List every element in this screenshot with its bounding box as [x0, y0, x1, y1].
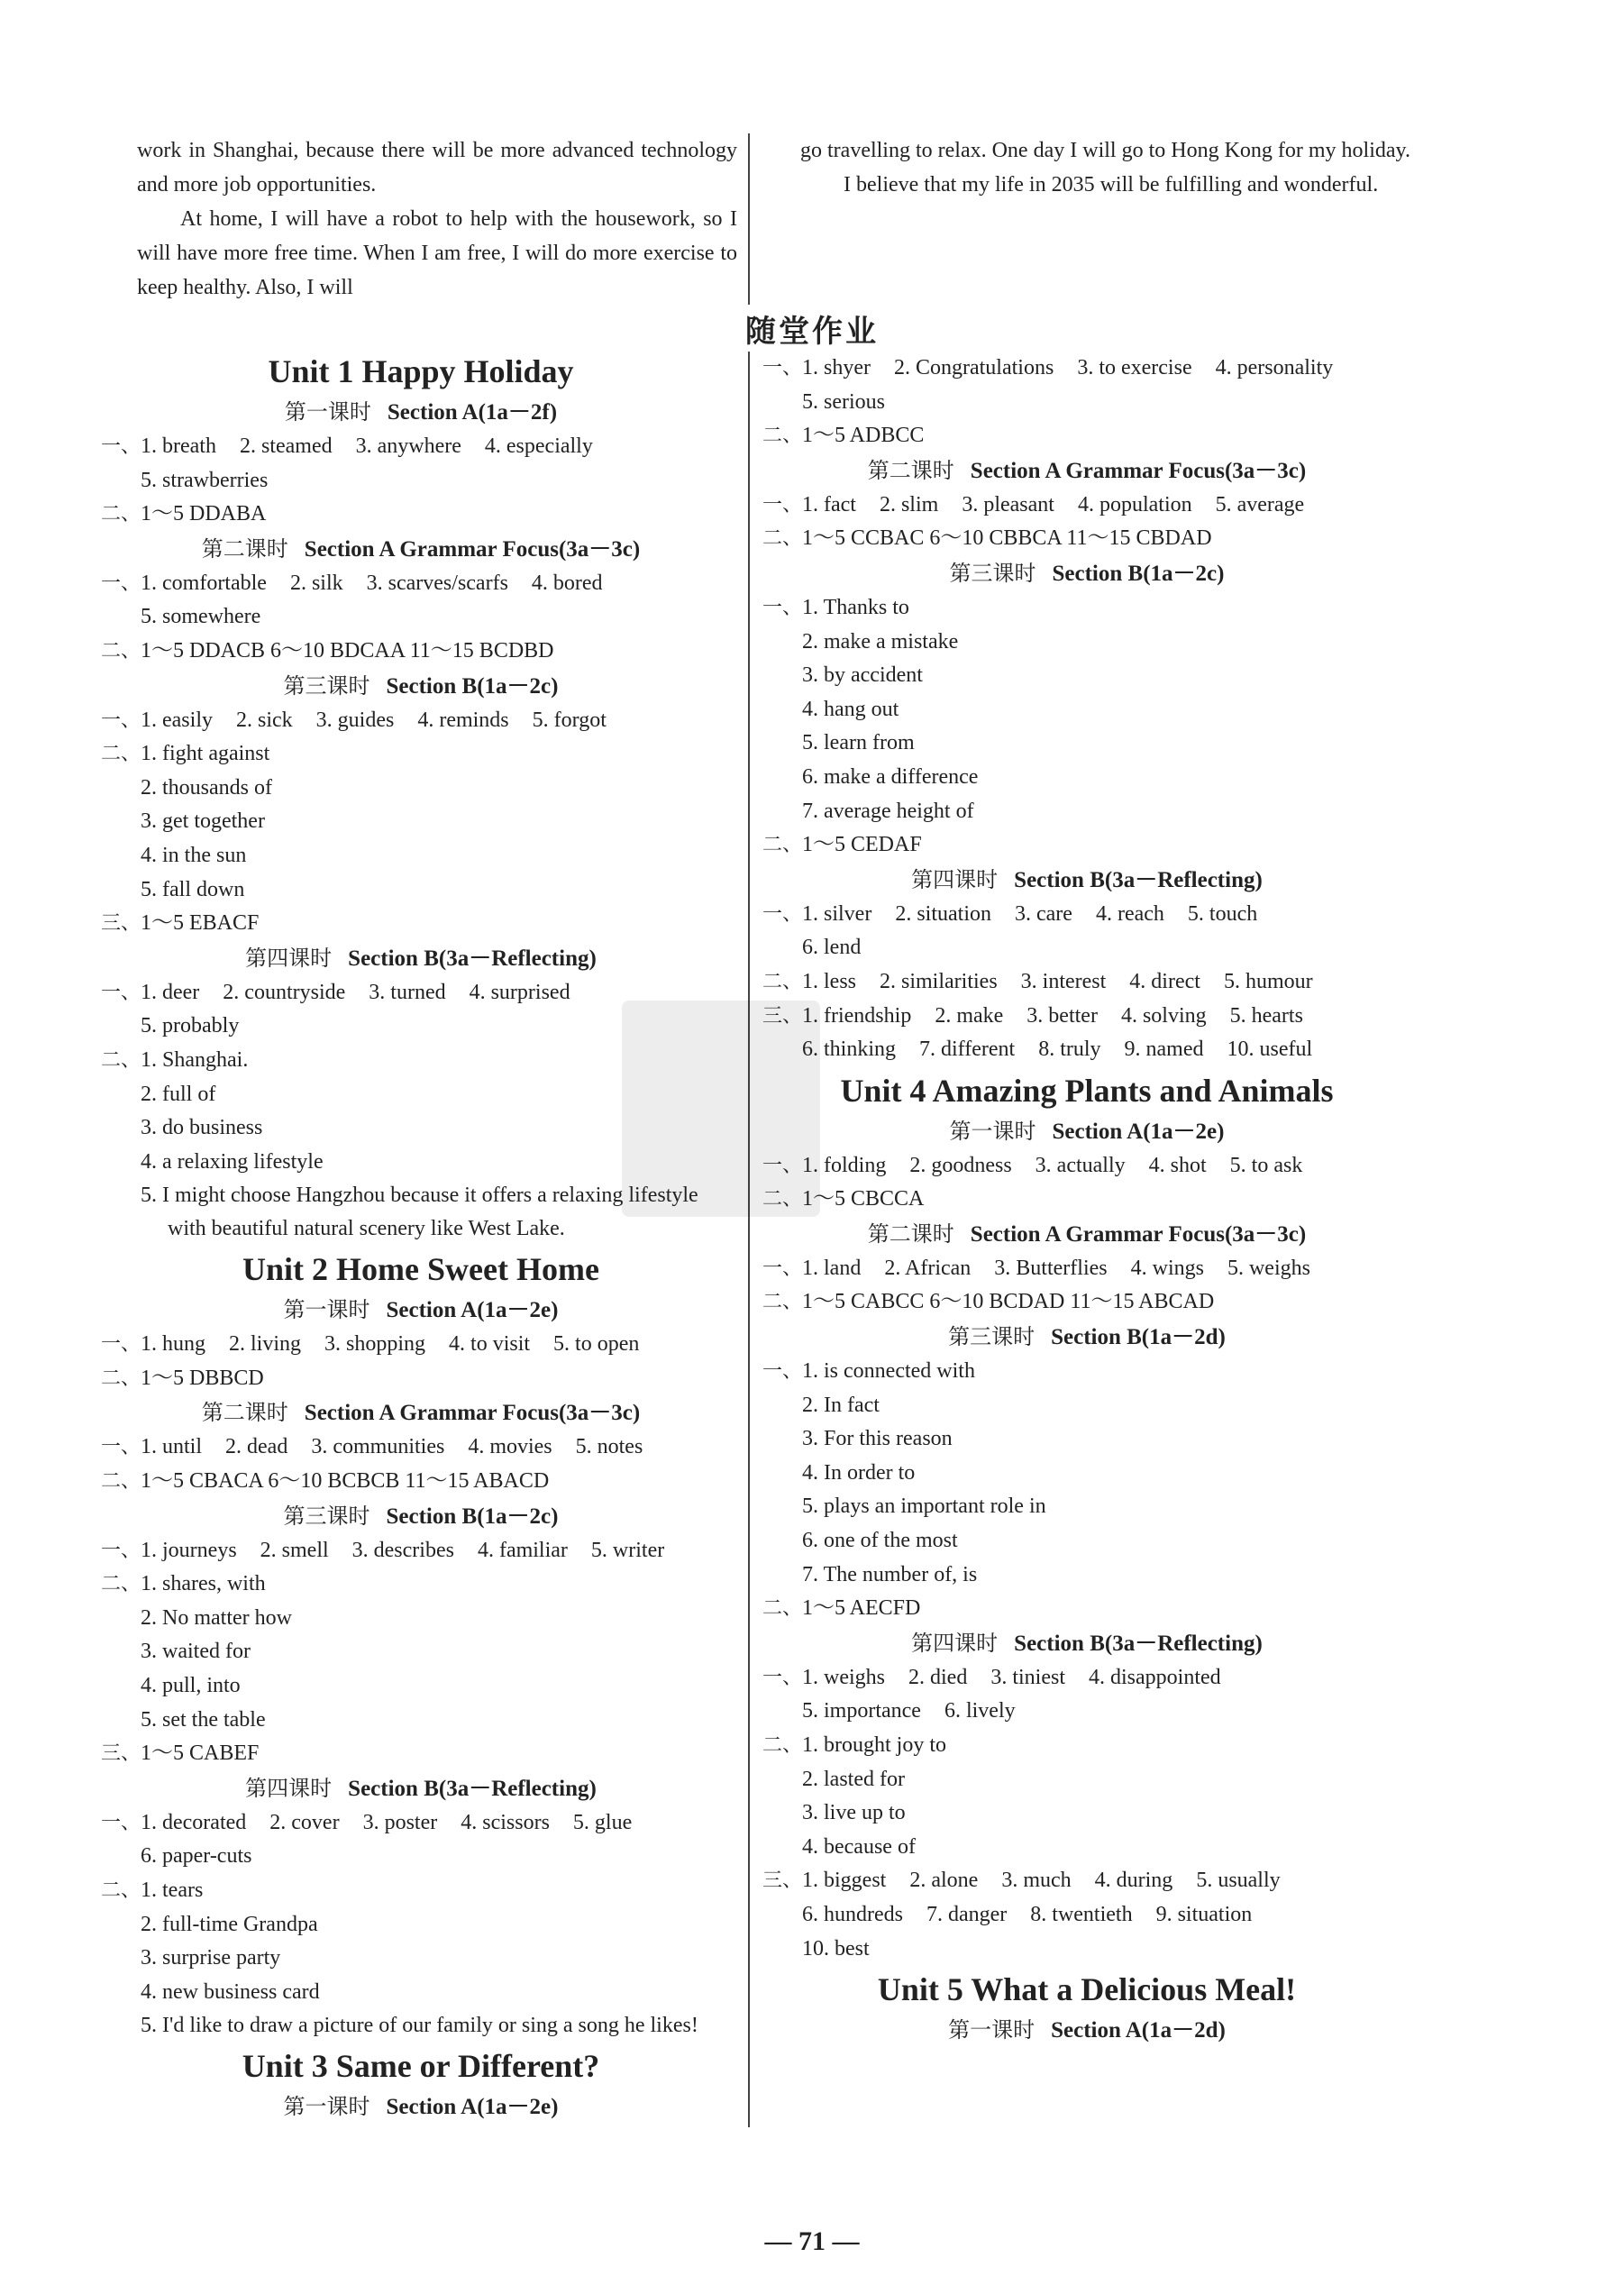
unit4-l3-part1-item7: 7. The number of, is: [802, 1562, 978, 1586]
unit3-l3-part1-item7: 7. average height of: [802, 799, 974, 823]
unit1-l1-part1-cont: 5. strawberries: [141, 468, 269, 492]
unit2-lesson2-heading: 第二课时 Section A Grammar Focus(3a－3c): [201, 1400, 641, 1426]
unit3-title: Unit 3 Same or Different?: [242, 2048, 600, 2085]
right-column: [762, 352, 1411, 2048]
unit1-l1-part2: 二、1～5 DDABA: [101, 502, 267, 526]
unit4-lesson3-heading: 第三课时 Section B(1a－2d): [948, 1324, 1226, 1350]
unit3-l4-part3: 三、1. friendship 2. make 3. better 4. solving 5. hearts: [762, 1003, 1303, 1028]
unit3-l2-part2: 二、1～5 CCBAC 6～10 CBBCA 11～15 CBDAD: [762, 526, 1212, 551]
unit3-l4-part1-cont: 6. lend: [802, 936, 862, 960]
unit1-l4-part2-item5: 5. I might choose Hangzhou because it offers a relaxing lifestyle with beautiful natural scenery like West Lake.: [141, 1184, 698, 1241]
column-divider-top: [748, 133, 750, 305]
unit1-l2-part1: 一、1. comfortable 2. silk 3. scarves/scarfs 4. bored: [101, 571, 603, 595]
unit4-l3-part1-item2: 2. In fact: [802, 1393, 880, 1417]
unit4-l3-part1-item5: 5. plays an important role in: [802, 1494, 1046, 1519]
page-number: — 71 —: [764, 2226, 860, 2256]
unit1-l4-part1-cont: 5. probably: [141, 1014, 240, 1038]
unit1-l2-part1-cont: 5. somewhere: [141, 605, 261, 629]
unit5-title: Unit 5 What a Delicious Meal!: [877, 1971, 1297, 2008]
unit1-l4-part1: 一、1. deer 2. countryside 3. turned 4. surprised: [101, 980, 570, 1004]
unit1-l4-part2-item4: 4. a relaxing lifestyle: [141, 1149, 324, 1174]
unit2-l3-part2-item2: 2. No matter how: [141, 1605, 292, 1630]
unit1-l3-part2-item2: 2. thousands of: [141, 775, 272, 800]
unit2-l4-part1: 一、1. decorated 2. cover 3. poster 4. scissors 5. glue: [101, 1810, 633, 1834]
unit4-l4-part2: 二、1. brought joy to: [762, 1733, 946, 1757]
intro-left: [137, 133, 737, 305]
unit1-l3-part2-item4: 4. in the sun: [141, 843, 247, 867]
unit4-l4-part3-cont: 6. hundreds 7. danger 8. twentieth 9. situation: [802, 1902, 1253, 1926]
intro-left-para-2: At home, I will have a robot to help with the housework, so I will have more free time. When I am free, I will do more exercise to keep healthy. Also, I will: [137, 207, 737, 299]
unit1-l4-part2: 二、1. Shanghai.: [101, 1047, 249, 1072]
unit2-l3-part3: 三、1～5 CABEF: [101, 1741, 260, 1766]
unit2-l2-part1: 一、1. until 2. dead 3. communities 4. movies 5. notes: [101, 1435, 643, 1459]
unit4-l3-part1: 一、1. is connected with: [762, 1359, 975, 1384]
unit2-l4-part1-cont: 6. paper-cuts: [141, 1844, 252, 1869]
unit3-l1-part1: 一、1. shyer 2. Congratulations 3. to exercise 4. personality: [762, 356, 1334, 379]
unit4-lesson4-heading: 第四课时 Section B(3a－Reflecting): [911, 1630, 1263, 1656]
unit1-l4-part2-item3: 3. do business: [141, 1116, 263, 1140]
unit2-l3-part2: 二、1. shares, with: [101, 1572, 266, 1596]
unit1-lesson4-heading: 第四课时 Section B(3a－Reflecting): [245, 945, 597, 971]
unit2-l3-part2-item3: 3. waited for: [141, 1640, 251, 1664]
unit4-l3-part2: 二、1～5 AECFD: [762, 1596, 921, 1621]
unit1-l3-part2-item5: 5. fall down: [141, 877, 245, 901]
unit3-lesson3-heading: 第三课时 Section B(1a－2c): [949, 560, 1225, 586]
unit4-l3-part1-item4: 4. In order to: [802, 1460, 916, 1485]
column-divider-main: [748, 352, 750, 2127]
unit4-l4-part1-cont: 5. importance 6. lively: [802, 1699, 1016, 1723]
unit4-l4-part3: 三、1. biggest 2. alone 3. much 4. during 5. usually: [762, 1869, 1281, 1893]
unit2-l2-part2: 二、1～5 CBACA 6～10 BCBCB 11～15 ABACD: [101, 1469, 550, 1494]
unit4-l4-part3-cont2: 10. best: [802, 1936, 870, 1961]
unit3-l4-part1: 一、1. silver 2. situation 3. care 4. reach 5. touch: [762, 901, 1258, 926]
unit2-lesson4-heading: 第四课时 Section B(3a－Reflecting): [245, 1775, 597, 1801]
unit3-l3-part1-item2: 2. make a mistake: [802, 629, 959, 654]
unit1-lesson3-heading: 第三课时 Section B(1a－2c): [283, 672, 559, 699]
unit2-l4-part2: 二、1. tears: [101, 1878, 204, 1902]
unit4-l2-part2: 二、1～5 CABCC 6～10 BCDAD 11～15 ABCAD: [762, 1290, 1215, 1314]
unit2-l4-part2-item4: 4. new business card: [141, 1979, 320, 2004]
unit5-lesson1-heading: 第一课时 Section A(1a－2d): [948, 2017, 1226, 2043]
unit2-lesson1-heading: 第一课时 Section A(1a－2e): [283, 1297, 559, 1323]
section-banner: 随堂作业: [745, 314, 879, 350]
unit2-l1-part1: 一、1. hung 2. living 3. shopping 4. to visit 5. to open: [101, 1332, 640, 1357]
unit3-l3-part2: 二、1～5 CEDAF: [762, 833, 922, 857]
unit3-l1-part1-cont: 5. serious: [802, 389, 885, 414]
unit2-l3-part2-item5: 5. set the table: [141, 1707, 266, 1732]
unit4-l3-part1-item3: 3. For this reason: [802, 1427, 953, 1451]
unit2-l4-part2-item3: 3. surprise party: [141, 1946, 281, 1970]
unit2-title: Unit 2 Home Sweet Home: [242, 1251, 599, 1288]
unit3-l3-part1-item4: 4. hang out: [802, 697, 899, 721]
unit3-l3-part1-item3: 3. by accident: [802, 663, 923, 688]
unit1-lesson2-heading: 第二课时 Section A Grammar Focus(3a－3c): [201, 535, 641, 562]
intro-right-para-2: I believe that my life in 2035 will be fulfilling and wonderful.: [844, 173, 1379, 197]
left-column: [101, 348, 741, 2125]
unit3-lesson4-heading: 第四课时 Section B(3a－Reflecting): [911, 866, 1263, 892]
unit1-l3-part2: 二、1. fight against: [101, 742, 270, 766]
unit4-l4-part2-item2: 2. lasted for: [802, 1767, 905, 1791]
unit1-l1-part1: 一、1. breath 2. steamed 3. anywhere 4. especially: [101, 434, 593, 458]
unit2-l3-part1: 一、1. journeys 2. smell 3. describes 4. familiar 5. writer: [101, 1538, 665, 1562]
unit3-l3-part1-item6: 6. make a difference: [802, 764, 979, 789]
unit4-lesson2-heading: 第二课时 Section A Grammar Focus(3a－3c): [867, 1220, 1307, 1247]
unit4-l2-part1: 一、1. land 2. African 3. Butterflies 4. wings 5. weighs: [762, 1256, 1310, 1280]
unit3-l3-part1-item5: 5. learn from: [802, 731, 915, 755]
unit3-l4-part3-cont: 6. thinking 7. different 8. truly 9. named 10. useful: [802, 1037, 1313, 1062]
unit4-l1-part2: 二、1～5 CBCCA: [762, 1187, 925, 1211]
unit2-l4-part2-item2: 2. full-time Grandpa: [141, 1912, 318, 1936]
unit4-l3-part1-item6: 6. one of the most: [802, 1529, 958, 1553]
unit4-title: Unit 4 Amazing Plants and Animals: [840, 1072, 1334, 1109]
unit1-l2-part2: 二、1～5 DDACB 6～10 BDCAA 11～15 BCDBD: [101, 638, 554, 663]
unit3-l3-part1: 一、1. Thanks to: [762, 595, 909, 619]
unit2-l3-part2-item4: 4. pull, into: [141, 1674, 241, 1698]
unit4-l4-part2-item3: 3. live up to: [802, 1801, 906, 1825]
unit4-l4-part1: 一、1. weighs 2. died 3. tiniest 4. disappointed: [762, 1665, 1221, 1689]
unit2-l4-part2-item5: 5. I'd like to draw a picture of our family or sing a song he likes!: [141, 2014, 698, 2038]
unit4-l1-part1: 一、1. folding 2. goodness 3. actually 4. shot 5. to ask: [762, 1153, 1303, 1177]
unit3-lesson1-heading: 第一课时 Section A(1a－2e): [283, 2094, 559, 2120]
unit1-l4-part2-item2: 2. full of: [141, 1082, 216, 1106]
intro-left-para-1: work in Shanghai, because there will be more advanced technology and more job opportunities.: [137, 139, 737, 197]
unit1-lesson1-heading: 第一课时 Section A(1a－2f): [284, 399, 558, 425]
unit3-lesson2-heading: 第二课时 Section A Grammar Focus(3a－3c): [867, 457, 1307, 483]
unit3-l4-part2: 二、1. less 2. similarities 3. interest 4. direct 5. humour: [762, 969, 1313, 993]
unit2-lesson3-heading: 第三课时 Section B(1a－2c): [283, 1503, 559, 1529]
unit1-title: Unit 1 Happy Holiday: [268, 353, 574, 389]
unit1-l3-part1: 一、1. easily 2. sick 3. guides 4. reminds 5. forgot: [101, 708, 607, 732]
unit4-l4-part2-item4: 4. because of: [802, 1834, 916, 1859]
unit3-l1-part2: 二、1～5 ADBCC: [762, 424, 925, 448]
intro-right-para-1: go travelling to relax. One day I will go to Hong Kong for my holiday.: [800, 139, 1410, 162]
unit1-l3-part3: 三、1～5 EBACF: [101, 911, 260, 936]
intro-right: [800, 133, 1413, 202]
unit1-l3-part2-item3: 3. get together: [141, 809, 265, 834]
unit2-l1-part2: 二、1～5 DBBCD: [101, 1366, 264, 1390]
unit3-l2-part1: 一、1. fact 2. slim 3. pleasant 4. population 5. average: [762, 492, 1305, 516]
unit4-lesson1-heading: 第一课时 Section A(1a－2e): [949, 1118, 1225, 1144]
